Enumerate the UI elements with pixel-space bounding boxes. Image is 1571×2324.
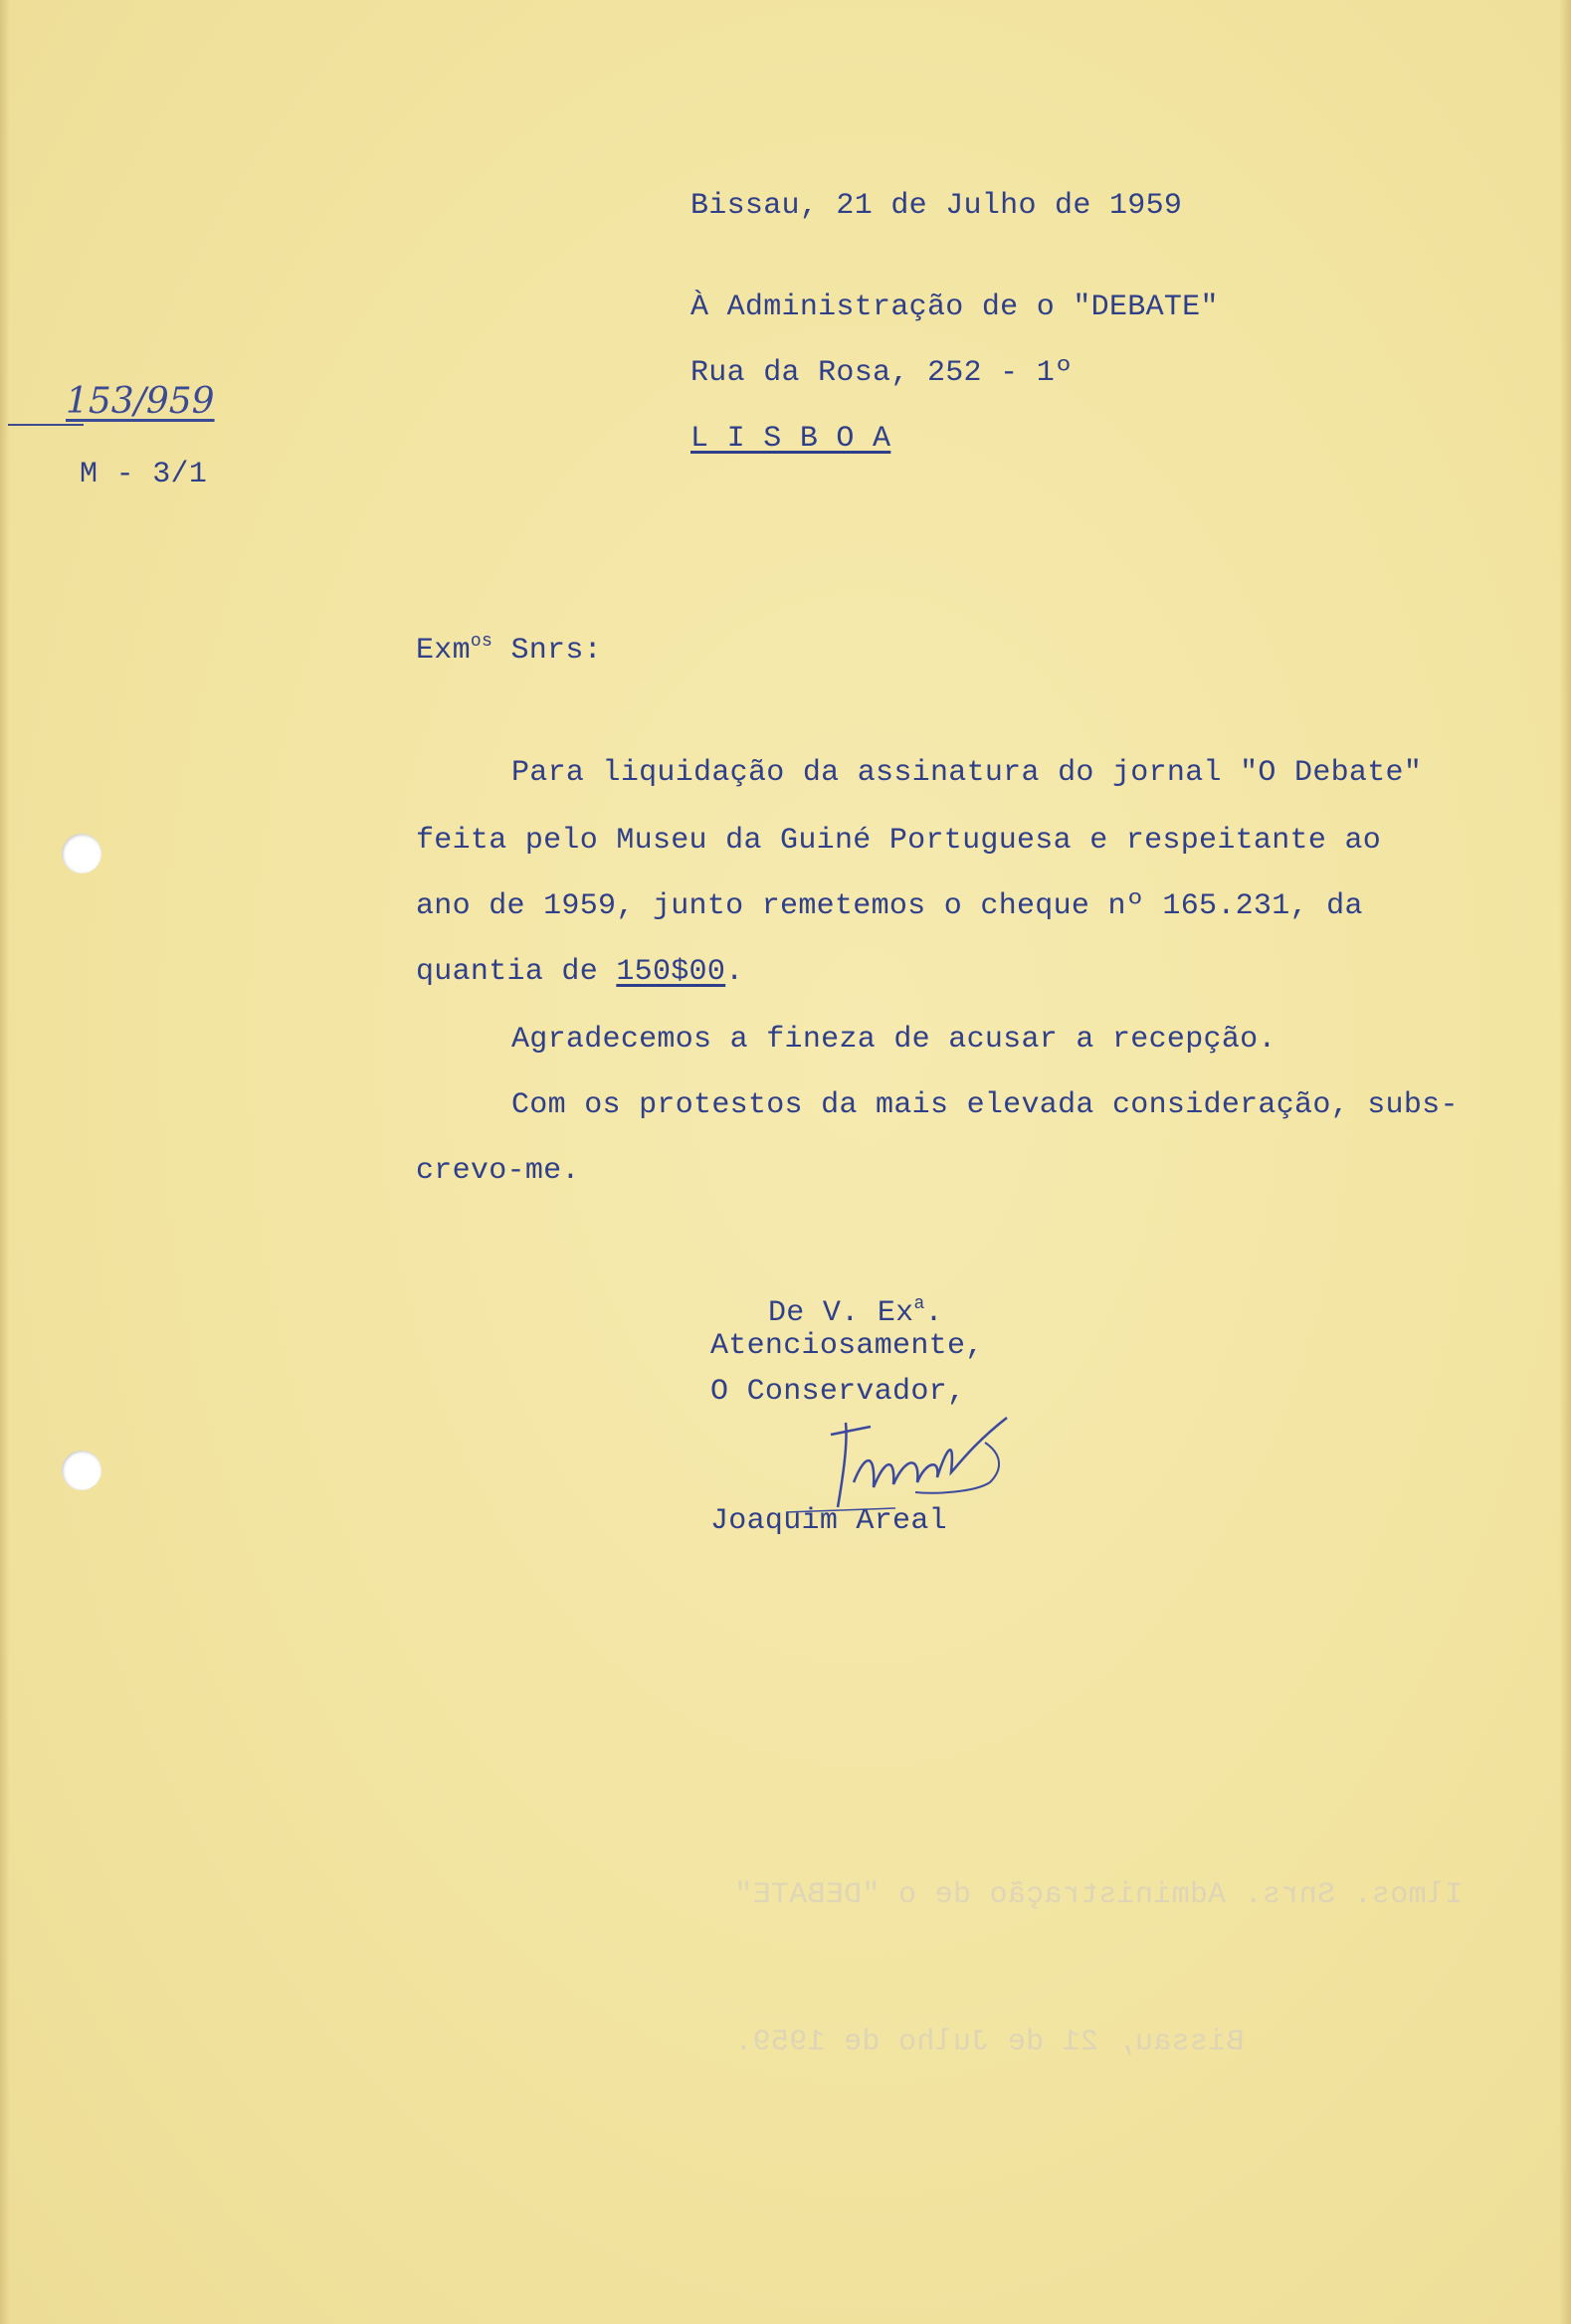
closing-prefix: De V. Ex xyxy=(768,1296,914,1330)
salutation-rest: Snrs: xyxy=(492,634,602,668)
body-paragraph-3-line-1: Com os protestos da mais elevada consideração, subs- xyxy=(511,1088,1459,1122)
salutation-prefix: Exm xyxy=(416,634,471,668)
paper-left-edge xyxy=(0,0,10,2324)
date-line: Bissau, 21 de Julho de 1959 xyxy=(690,189,1183,223)
salutation xyxy=(416,625,602,668)
body-paragraph-3-line-2: crevo-me. xyxy=(416,1154,580,1188)
reference-underline xyxy=(8,424,84,426)
signer-name: Joaquim Areal xyxy=(710,1504,947,1538)
body-line-3: ano de 1959, junto remetemos o cheque nº 165.231, da xyxy=(416,889,1363,923)
recipient-line-1: À Administração de o "DEBATE" xyxy=(690,290,1219,324)
body-line-4 xyxy=(416,955,743,989)
amount-value: 150$00 xyxy=(616,955,726,989)
amount-suffix: . xyxy=(725,955,744,989)
body-line-2: feita pelo Museu da Guiné Portuguesa e respeitante ao xyxy=(416,824,1382,858)
recipient-line-2: Rua da Rosa, 252 - 1º xyxy=(690,356,1074,390)
body-paragraph-2: Agradecemos a fineza de acusar a recepção. xyxy=(511,1023,1276,1057)
closing-line-1 xyxy=(768,1287,943,1330)
salutation-superscript: os xyxy=(470,632,493,652)
punch-hole-top xyxy=(62,834,101,873)
punch-hole-bottom xyxy=(62,1451,101,1490)
file-code: M - 3/1 xyxy=(80,458,208,491)
recipient-city: L I S B O A xyxy=(690,422,891,456)
closing-superscript: a xyxy=(913,1294,925,1314)
handwritten-reference-number: 153/959 xyxy=(66,381,215,422)
bleed-through-line-1: Ilmos. Snrs. Administração de o "DEBATE" xyxy=(734,1878,1464,1912)
bleed-through-line-2: Bissau, 21 de Julho de 1959. xyxy=(734,2026,1245,2059)
paper-right-edge xyxy=(1559,0,1571,2324)
amount-prefix: quantia de xyxy=(416,955,617,989)
closing-suffix: . xyxy=(924,1296,943,1330)
body-line-1: Para liquidação da assinatura do jornal "O Debate" xyxy=(511,756,1423,790)
closing-line-3: O Conservador, xyxy=(710,1375,966,1409)
closing-line-2: Atenciosamente, xyxy=(710,1329,984,1363)
